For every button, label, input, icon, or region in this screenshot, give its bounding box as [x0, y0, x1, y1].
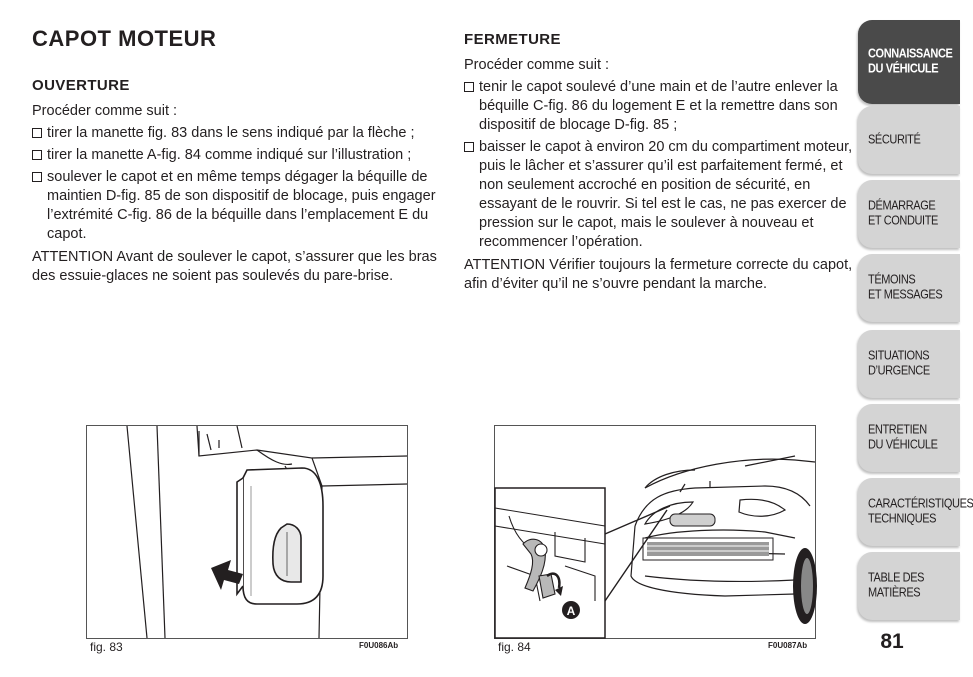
figure-84-code: F0U087Ab	[768, 641, 808, 650]
figure-83-code: F0U086Ab	[359, 641, 399, 650]
tab-demarrage-conduite[interactable]: DÉMARRAGE ET CONDUITE	[858, 180, 960, 248]
fermeture-section	[464, 31, 854, 294]
fermeture-list	[464, 78, 854, 252]
tab-caracteristiques-techniques[interactable]: CARACTÉRISTIQUES TECHNIQUES	[858, 478, 960, 546]
fermeture-attention: ATTENTION Vérifier toujours la fermeture correcte du capot, afin d’éviter qu’il ne s’ouvre pendant la marche.	[464, 257, 853, 292]
checkbox-bullet-icon	[464, 142, 474, 152]
ouverture-attention: ATTENTION Avant de soulever le capot, s’assurer que les bras des essuie-glaces ne soient pas soulevés du pare-brise.	[32, 249, 437, 284]
tab-temoins-messages[interactable]: TÉMOINS ET MESSAGES	[858, 254, 960, 322]
tab-securite[interactable]: SÉCURITÉ	[858, 106, 960, 174]
list-item: tirer la manette A-fig. 84 comme indiqué sur l’illustration ;	[32, 146, 437, 165]
ouverture-list	[32, 124, 437, 244]
ouverture-intro: Procéder comme suit :	[32, 103, 178, 119]
page-number: 81	[880, 630, 904, 653]
tab-table-matieres[interactable]: TABLE DES MATIÈRES	[858, 552, 960, 620]
list-item: tirer la manette fig. 83 dans le sens indiqué par la flèche ;	[32, 124, 437, 143]
figure-84-caption: fig. 84	[498, 640, 531, 654]
checkbox-bullet-icon	[464, 82, 474, 92]
tab-connaissance-vehicule[interactable]: CONNAISSANCE DU VÉHICULE	[858, 20, 960, 104]
tab-entretien-vehicule[interactable]: ENTRETIEN DU VÉHICULE	[858, 404, 960, 472]
tab-situations-urgence[interactable]: SITUATIONS D’URGENCE	[858, 330, 960, 398]
checkbox-bullet-icon	[32, 150, 42, 160]
figure-84-car-illustration	[494, 425, 816, 639]
figure-83-caption: fig. 83	[90, 640, 123, 654]
page-title: CAPOT MOTEUR	[32, 26, 217, 51]
ouverture-heading: OUVERTURE	[32, 77, 130, 94]
figure-83-lever-illustration	[86, 425, 408, 639]
list-item: baisser le capot à environ 20 cm du compartiment moteur, puis le lâcher et s’assurer qu’il est parfaitement fermé, et non seulement accroché en position de sécurité, en essayant de le rouvrir. Si tel est le cas, ne pas exercer de pression sur le capot, mais le soulever à nouveau et recommencer l’opération.	[464, 138, 854, 252]
checkbox-bullet-icon	[32, 128, 42, 138]
fermeture-heading: FERMETURE	[464, 31, 561, 48]
fermeture-intro: Procéder comme suit :	[464, 57, 610, 73]
checkbox-bullet-icon	[32, 172, 42, 182]
chapter-tabs	[858, 0, 973, 677]
list-item: soulever le capot et en même temps dégager la béquille de maintien D-fig. 85 de son dispositif de blocage, puis engager l’extrémité C-fig. 86 de la béquille dans l’emplacement E du capot.	[32, 168, 437, 244]
callout-a-label: A	[566, 604, 576, 618]
list-item: tenir le capot soulevé d’une main et de l’autre enlever la béquille C-fig. 86 du logement E et la remettre dans son dispositif de blocage D-fig. 85 ;	[464, 78, 854, 135]
ouverture-section	[32, 77, 437, 286]
